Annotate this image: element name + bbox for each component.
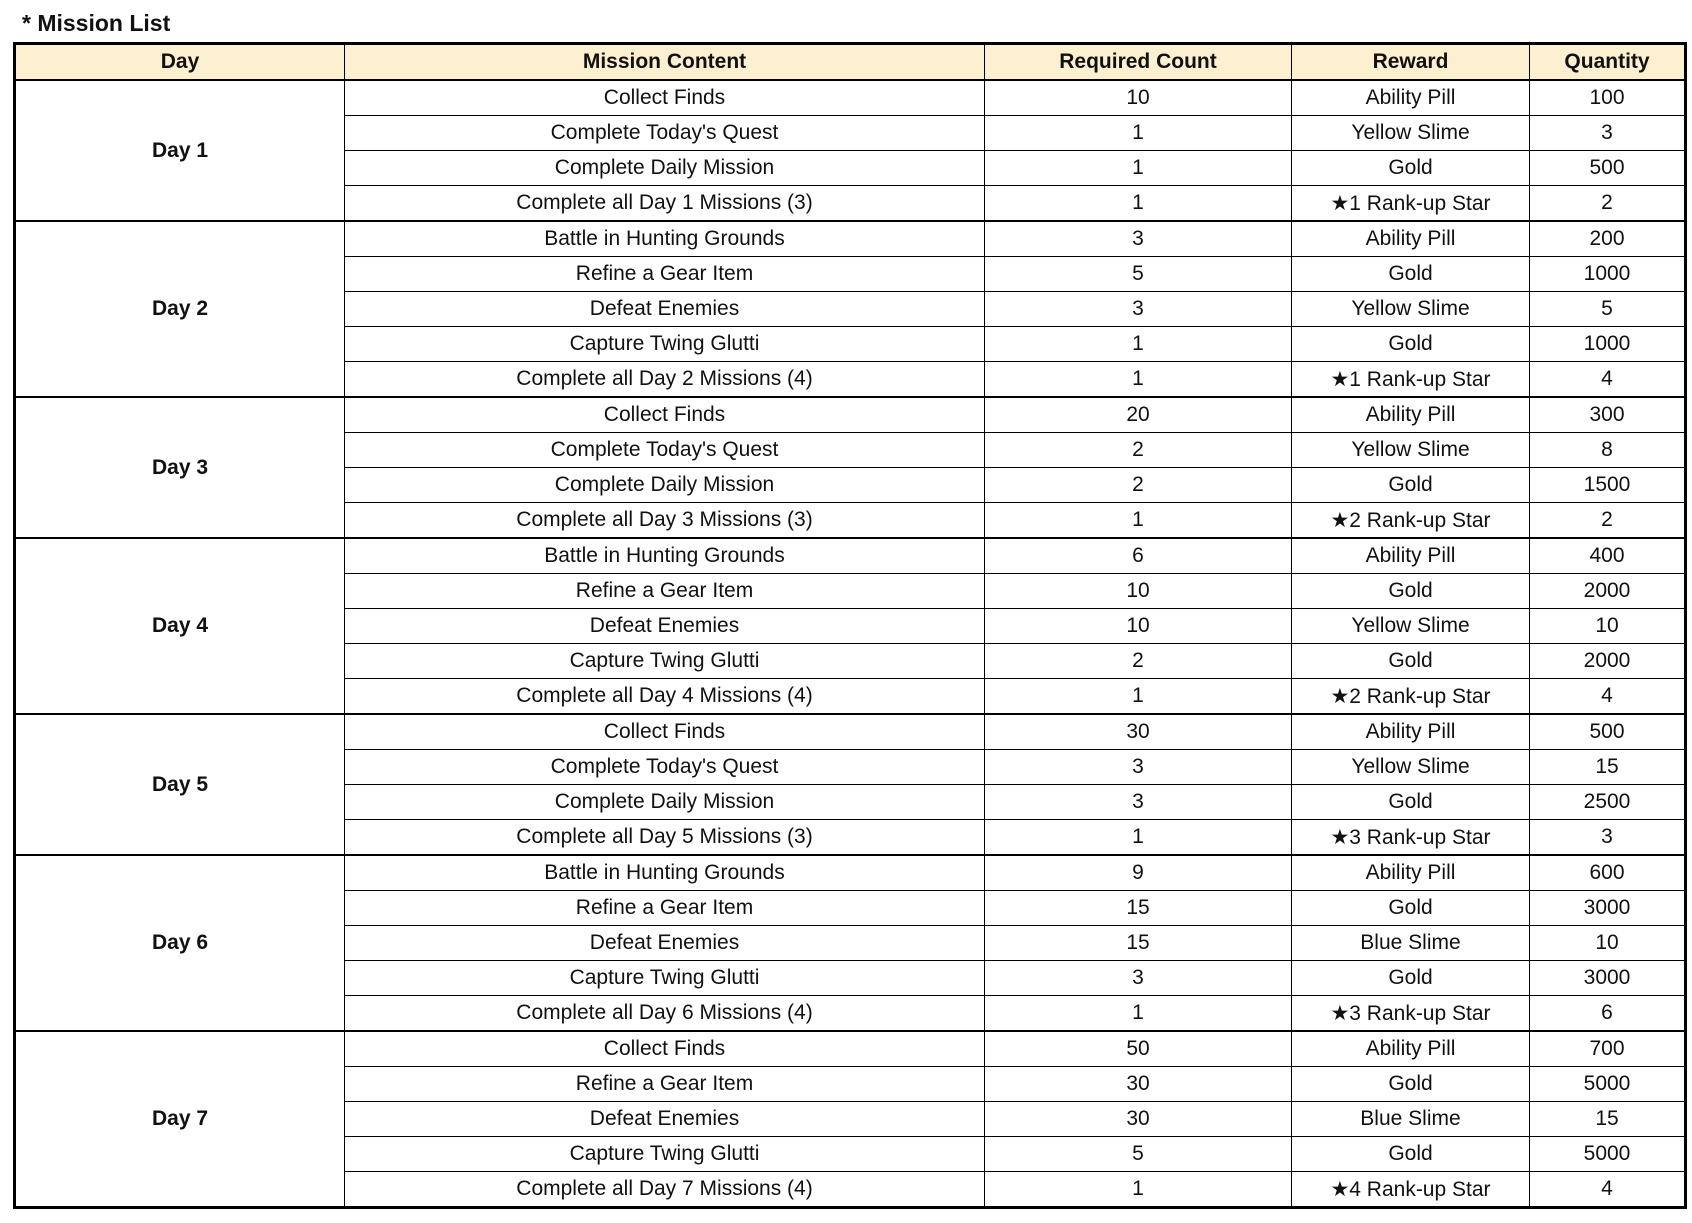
mission-content-cell: Complete all Day 7 Missions (4) [345, 1172, 985, 1208]
reward-cell: Yellow Slime [1292, 609, 1530, 644]
reward-cell: Gold [1292, 468, 1530, 503]
reward-cell: Ability Pill [1292, 855, 1530, 891]
mission-content-cell: Capture Twing Glutti [345, 1137, 985, 1172]
required-count-cell: 3 [985, 292, 1292, 327]
reward-cell: Yellow Slime [1292, 116, 1530, 151]
quantity-cell: 500 [1530, 151, 1686, 186]
mission-content-cell: Complete all Day 5 Missions (3) [345, 820, 985, 856]
day-cell: Day 2 [15, 221, 345, 397]
mission-content-cell: Defeat Enemies [345, 292, 985, 327]
reward-cell: ★2 Rank-up Star [1292, 503, 1530, 539]
mission-content-cell: Capture Twing Glutti [345, 327, 985, 362]
reward-cell: Gold [1292, 891, 1530, 926]
quantity-cell: 2000 [1530, 574, 1686, 609]
required-count-cell: 1 [985, 996, 1292, 1032]
required-count-cell: 1 [985, 362, 1292, 398]
quantity-cell: 2 [1530, 186, 1686, 222]
reward-cell: Yellow Slime [1292, 750, 1530, 785]
mission-content-cell: Collect Finds [345, 714, 985, 750]
day-cell: Day 6 [15, 855, 345, 1031]
quantity-cell: 10 [1530, 926, 1686, 961]
quantity-cell: 300 [1530, 397, 1686, 433]
quantity-cell: 700 [1530, 1031, 1686, 1067]
column-header-quantity: Quantity [1530, 44, 1686, 81]
required-count-cell: 5 [985, 257, 1292, 292]
quantity-cell: 1000 [1530, 257, 1686, 292]
required-count-cell: 15 [985, 891, 1292, 926]
mission-content-cell: Complete all Day 1 Missions (3) [345, 186, 985, 222]
table-row [15, 855, 1686, 891]
reward-cell: Blue Slime [1292, 1102, 1530, 1137]
reward-cell: Gold [1292, 574, 1530, 609]
required-count-cell: 3 [985, 785, 1292, 820]
reward-cell: Ability Pill [1292, 538, 1530, 574]
table-header-row [15, 44, 1686, 81]
table-body [15, 80, 1686, 1208]
required-count-cell: 1 [985, 503, 1292, 539]
reward-cell: Gold [1292, 785, 1530, 820]
quantity-cell: 5 [1530, 292, 1686, 327]
required-count-cell: 1 [985, 679, 1292, 715]
mission-table [13, 42, 1687, 1209]
required-count-cell: 2 [985, 433, 1292, 468]
column-header-reward: Reward [1292, 44, 1530, 81]
table-row [15, 538, 1686, 574]
required-count-cell: 10 [985, 80, 1292, 116]
required-count-cell: 20 [985, 397, 1292, 433]
mission-content-cell: Refine a Gear Item [345, 574, 985, 609]
reward-cell: Gold [1292, 257, 1530, 292]
quantity-cell: 400 [1530, 538, 1686, 574]
mission-content-cell: Complete Daily Mission [345, 785, 985, 820]
day-cell: Day 5 [15, 714, 345, 855]
mission-content-cell: Complete all Day 3 Missions (3) [345, 503, 985, 539]
mission-content-cell: Collect Finds [345, 80, 985, 116]
required-count-cell: 1 [985, 1172, 1292, 1208]
table-row [15, 80, 1686, 116]
reward-cell: Yellow Slime [1292, 292, 1530, 327]
required-count-cell: 3 [985, 750, 1292, 785]
required-count-cell: 2 [985, 468, 1292, 503]
required-count-cell: 2 [985, 644, 1292, 679]
reward-cell: ★4 Rank-up Star [1292, 1172, 1530, 1208]
quantity-cell: 3 [1530, 116, 1686, 151]
reward-cell: ★1 Rank-up Star [1292, 186, 1530, 222]
required-count-cell: 9 [985, 855, 1292, 891]
required-count-cell: 1 [985, 186, 1292, 222]
mission-content-cell: Complete all Day 6 Missions (4) [345, 996, 985, 1032]
required-count-cell: 1 [985, 327, 1292, 362]
quantity-cell: 1000 [1530, 327, 1686, 362]
table-row [15, 221, 1686, 257]
reward-cell: Gold [1292, 644, 1530, 679]
reward-cell: Gold [1292, 1067, 1530, 1102]
table-row [15, 397, 1686, 433]
page-title: * Mission List [22, 10, 171, 36]
quantity-cell: 2000 [1530, 644, 1686, 679]
mission-content-cell: Complete all Day 2 Missions (4) [345, 362, 985, 398]
reward-cell: Gold [1292, 1137, 1530, 1172]
reward-cell: Ability Pill [1292, 1031, 1530, 1067]
required-count-cell: 30 [985, 714, 1292, 750]
reward-cell: ★3 Rank-up Star [1292, 820, 1530, 856]
quantity-cell: 5000 [1530, 1067, 1686, 1102]
quantity-cell: 2500 [1530, 785, 1686, 820]
required-count-cell: 1 [985, 151, 1292, 186]
quantity-cell: 6 [1530, 996, 1686, 1032]
quantity-cell: 100 [1530, 80, 1686, 116]
mission-content-cell: Defeat Enemies [345, 1102, 985, 1137]
required-count-cell: 6 [985, 538, 1292, 574]
mission-content-cell: Battle in Hunting Grounds [345, 538, 985, 574]
quantity-cell: 600 [1530, 855, 1686, 891]
mission-content-cell: Capture Twing Glutti [345, 961, 985, 996]
quantity-cell: 3000 [1530, 891, 1686, 926]
required-count-cell: 3 [985, 221, 1292, 257]
mission-content-cell: Defeat Enemies [345, 609, 985, 644]
quantity-cell: 10 [1530, 609, 1686, 644]
quantity-cell: 3 [1530, 820, 1686, 856]
mission-content-cell: Collect Finds [345, 397, 985, 433]
reward-cell: Ability Pill [1292, 221, 1530, 257]
mission-content-cell: Refine a Gear Item [345, 891, 985, 926]
quantity-cell: 8 [1530, 433, 1686, 468]
quantity-cell: 4 [1530, 362, 1686, 398]
day-cell: Day 4 [15, 538, 345, 714]
day-cell: Day 3 [15, 397, 345, 538]
required-count-cell: 1 [985, 116, 1292, 151]
table-row [15, 714, 1686, 750]
mission-content-cell: Defeat Enemies [345, 926, 985, 961]
required-count-cell: 30 [985, 1067, 1292, 1102]
day-cell: Day 7 [15, 1031, 345, 1208]
required-count-cell: 10 [985, 609, 1292, 644]
quantity-cell: 500 [1530, 714, 1686, 750]
mission-content-cell: Collect Finds [345, 1031, 985, 1067]
reward-cell: Gold [1292, 961, 1530, 996]
reward-cell: Blue Slime [1292, 926, 1530, 961]
reward-cell: ★2 Rank-up Star [1292, 679, 1530, 715]
mission-content-cell: Refine a Gear Item [345, 1067, 985, 1102]
reward-cell: Ability Pill [1292, 80, 1530, 116]
reward-cell: Yellow Slime [1292, 433, 1530, 468]
table-row [15, 1031, 1686, 1067]
required-count-cell: 30 [985, 1102, 1292, 1137]
mission-content-cell: Capture Twing Glutti [345, 644, 985, 679]
mission-content-cell: Complete Today's Quest [345, 116, 985, 151]
required-count-cell: 15 [985, 926, 1292, 961]
mission-content-cell: Complete Daily Mission [345, 468, 985, 503]
mission-content-cell: Complete Today's Quest [345, 433, 985, 468]
quantity-cell: 200 [1530, 221, 1686, 257]
mission-content-cell: Refine a Gear Item [345, 257, 985, 292]
quantity-cell: 1500 [1530, 468, 1686, 503]
reward-cell: Gold [1292, 151, 1530, 186]
required-count-cell: 5 [985, 1137, 1292, 1172]
quantity-cell: 3000 [1530, 961, 1686, 996]
reward-cell: Ability Pill [1292, 397, 1530, 433]
required-count-cell: 1 [985, 820, 1292, 856]
column-header-mission-content: Mission Content [345, 44, 985, 81]
quantity-cell: 4 [1530, 1172, 1686, 1208]
required-count-cell: 3 [985, 961, 1292, 996]
column-header-required-count: Required Count [985, 44, 1292, 81]
mission-content-cell: Complete Today's Quest [345, 750, 985, 785]
required-count-cell: 10 [985, 574, 1292, 609]
mission-content-cell: Battle in Hunting Grounds [345, 855, 985, 891]
day-cell: Day 1 [15, 80, 345, 221]
mission-content-cell: Complete Daily Mission [345, 151, 985, 186]
reward-cell: ★3 Rank-up Star [1292, 996, 1530, 1032]
reward-cell: Gold [1292, 327, 1530, 362]
quantity-cell: 15 [1530, 1102, 1686, 1137]
reward-cell: ★1 Rank-up Star [1292, 362, 1530, 398]
required-count-cell: 50 [985, 1031, 1292, 1067]
quantity-cell: 5000 [1530, 1137, 1686, 1172]
quantity-cell: 4 [1530, 679, 1686, 715]
column-header-day: Day [15, 44, 345, 81]
reward-cell: Ability Pill [1292, 714, 1530, 750]
mission-content-cell: Battle in Hunting Grounds [345, 221, 985, 257]
mission-content-cell: Complete all Day 4 Missions (4) [345, 679, 985, 715]
quantity-cell: 2 [1530, 503, 1686, 539]
quantity-cell: 15 [1530, 750, 1686, 785]
